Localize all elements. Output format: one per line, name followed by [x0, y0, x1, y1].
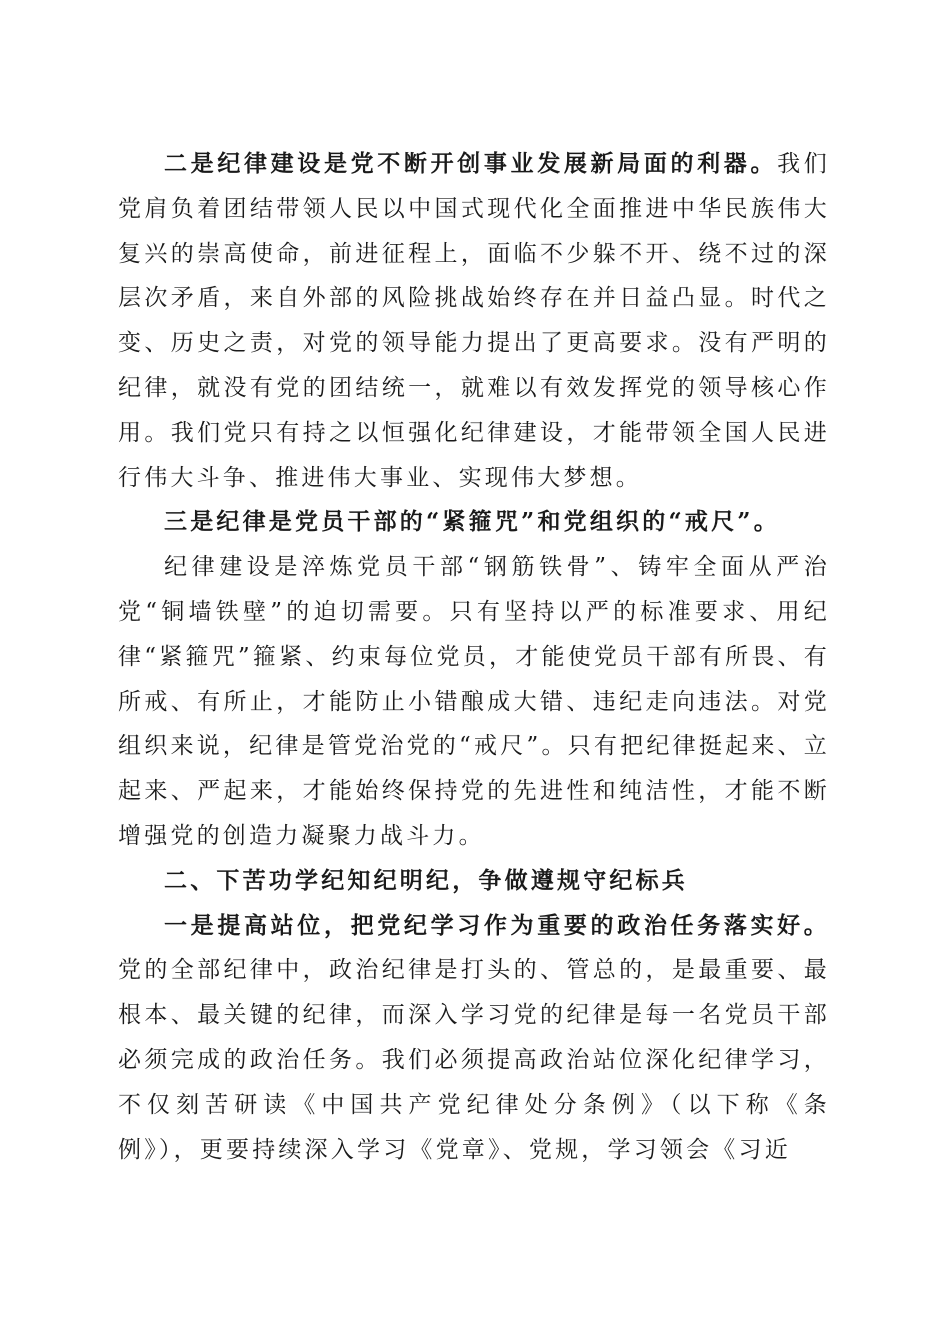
paragraph-lead: 一是提高站位，把党纪学习作为重要的政治任务落实好。 — [164, 911, 830, 939]
paragraph-lead: 三是纪律是党员干部的“紧箍咒”和党组织的“戒尺”。 — [164, 508, 780, 536]
paragraph-text: 我们党肩负着团结带领人民以中国式现代化全面推进中华民族伟大复兴的崇高使命，前进征程上，面临不少躲不开、绕不过的深层次矛盾，来自外部的风险挑战始终存在并日益凸显。时代之变、历史之责，对党的领导能力提出了更高要求。没有严明的纪律，就没有党的团结统一，就难以有效发挥党的领导核心作用。我们党只有持之以恒强化纪律建设，才能带领全国人民进行伟大斗争、推进伟大事业、实现伟大梦想。 — [118, 151, 830, 491]
paragraph-discipline-as-ruler — [118, 500, 830, 545]
paragraph-discipline-construction — [118, 545, 830, 859]
paragraph-lead: 二是纪律建设是党不断开创事业发展新局面的利器。 — [164, 150, 778, 177]
section-heading: 二、下苦功学纪知纪明纪，争做遵规守纪标兵 — [164, 867, 688, 894]
document-body — [118, 142, 830, 1172]
paragraph-raise-standing — [118, 904, 830, 1173]
paragraph-text: 党的全部纪律中，政治纪律是打头的、管总的，是最重要、最根本、最关键的纪律，而深入学习党的纪律是每一名党员干部必须完成的政治任务。我们必须提高政治站位深化纪律学习，不仅刻苦研读《中国共产党纪律处分条例》（以下称《条例》），更要持续深入学习《党章》、党规，学习领会《习近 — [118, 957, 830, 1163]
paragraph-text: 纪律建设是淬炼党员干部“钢筋铁骨”、铸牢全面从严治党“铜墙铁壁”的迫切需要。只有坚持以严的标准要求、用纪律“紧箍咒”箍紧、约束每位党员，才能使党员干部有所畏、有所戒、有所止，才能防止小错酿成大错、违纪走向违法。对党组织来说，纪律是管党治党的“戒尺”。只有把纪律挺起来、立起来、严起来，才能始终保持党的先进性和纯洁性，才能不断增强党的创造力凝聚力战斗力。 — [118, 554, 830, 849]
paragraph-discipline-as-tool — [118, 142, 830, 500]
